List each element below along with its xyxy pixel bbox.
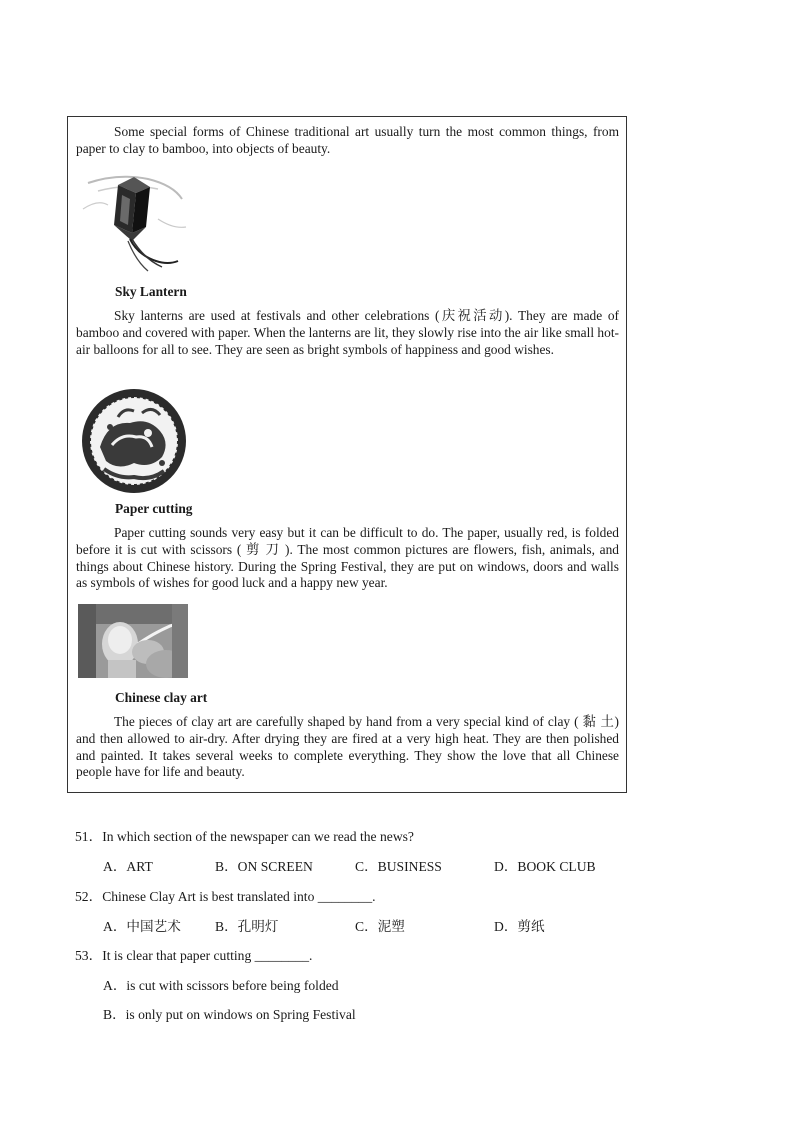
q51-option-c[interactable]: C．BUSINESS: [355, 859, 442, 874]
question-number: 53．: [75, 948, 103, 963]
section-text-sky-lantern: Sky lanterns are used at festivals and other celebrations (庆祝活动). They are made of bamboo and covered with paper. When the lanterns are lit, they slowly rise into the air like small hot-air balloons for all to see. They are seen as bright symbols of happiness and good wishes.: [76, 308, 619, 357]
sky-lantern-image: [78, 169, 190, 273]
q51-option-d[interactable]: D．BOOK CLUB: [494, 859, 596, 874]
q52-option-d[interactable]: D．剪纸: [494, 919, 545, 934]
q51-option-a[interactable]: A．ART: [103, 859, 153, 874]
question-51: [75, 825, 414, 845]
question-stem: In which section of the newspaper can we read the news?: [102, 829, 414, 844]
question-53: [75, 944, 312, 964]
section-title-paper-cutting: Paper cutting: [115, 501, 193, 516]
section-title-sky-lantern: Sky Lantern: [115, 284, 187, 299]
q52-option-b[interactable]: B．孔明灯: [215, 919, 279, 934]
passage-intro: Some special forms of Chinese traditional art usually turn the most common things, from paper to clay to bamboo, into objects of beauty.: [76, 124, 619, 156]
q52-option-a[interactable]: A．中国艺术: [103, 919, 181, 934]
passage-box: [67, 116, 627, 793]
q51-option-b[interactable]: B．ON SCREEN: [215, 859, 313, 874]
question-52: [75, 885, 376, 905]
question-number: 51．: [75, 829, 103, 844]
question-stem: It is clear that paper cutting ________.: [102, 948, 313, 963]
clay-art-image: [78, 604, 188, 678]
section-text-paper-cutting: Paper cutting sounds very easy but it can be difficult to do. The paper, usually red, is folded before it is cut with scissors ( 剪 刀 ). The most common pictures are flowers, fish, animals, and things about Chinese history. During the Spring Festival, they are put on windows, doors and walls as symbols of wishes for good luck and a happy new year.: [76, 525, 619, 591]
q53-option-a[interactable]: A．is cut with scissors before being folded: [103, 978, 339, 993]
section-text-clay-art: The pieces of clay art are carefully shaped by hand from a very special kind of clay ( 黏 土) and then allowed to air-dry. After drying they are fired at a very high heat. They are then polished and painted. It takes several weeks to complete everything. They show the love that all Chinese people have for life and beauty.: [76, 714, 619, 780]
q52-option-c[interactable]: C．泥塑: [355, 919, 405, 934]
q53-option-b[interactable]: B．is only put on windows on Spring Festival: [103, 1007, 356, 1022]
paper-cutting-image: [78, 387, 190, 497]
question-number: 52．: [75, 889, 103, 904]
question-stem: Chinese Clay Art is best translated into ________.: [102, 889, 376, 904]
section-title-clay-art: Chinese clay art: [115, 690, 208, 705]
